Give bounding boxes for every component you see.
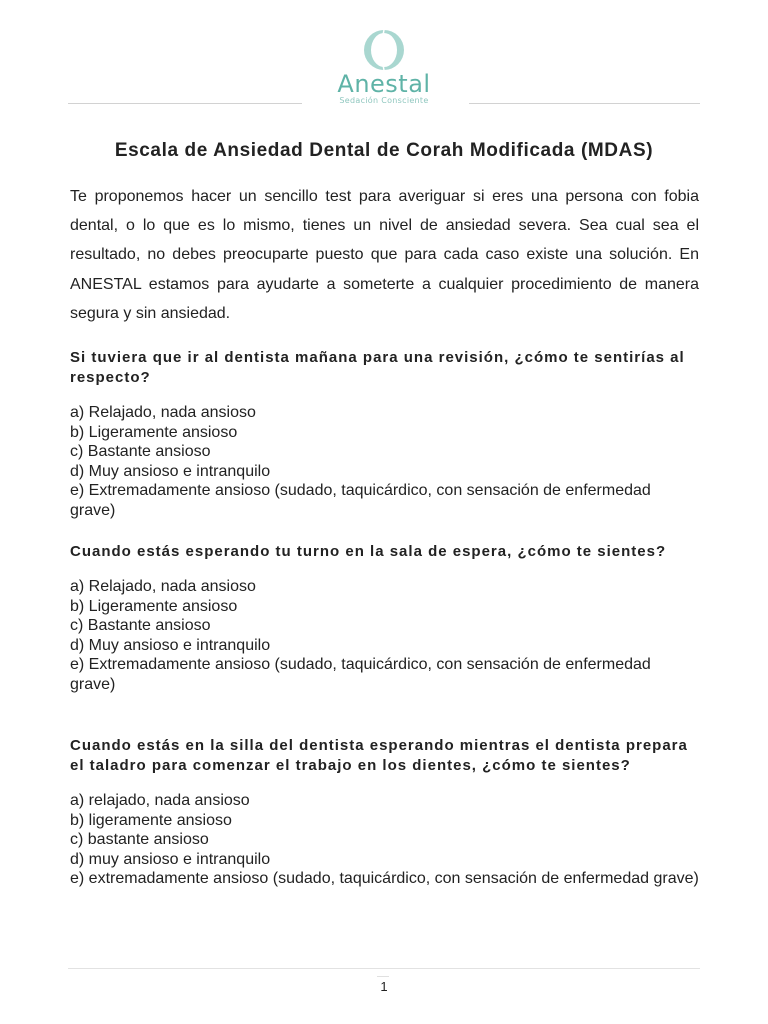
question-text: Si tuviera que ir al dentista mañana para una revisión, ¿cómo te sentirías al respecto? <box>70 349 685 386</box>
page-number-mark <box>377 976 389 977</box>
brand-name: Anestal <box>337 70 431 98</box>
answer-option: b) Ligeramente ansioso <box>70 597 238 615</box>
answer-option: c) Bastante ansioso <box>70 617 211 635</box>
header-divider-right <box>469 103 700 104</box>
answer-option: c) bastante ansioso <box>70 831 209 849</box>
question-3 <box>70 736 699 889</box>
answer-option: a) Relajado, nada ansioso <box>70 404 256 421</box>
answer-options <box>70 577 699 695</box>
question-1 <box>70 348 699 521</box>
question-text: Cuando estás esperando tu turno en la sala de espera, ¿cómo te sientes? <box>70 543 667 560</box>
answer-option: c) Bastante ansioso <box>70 443 211 461</box>
footer-divider <box>68 968 700 969</box>
answer-option: e) Extremadamente ansioso (sudado, taquicárdico, con sensación de enfermedad grave) <box>70 482 651 519</box>
page-number: 1 <box>380 979 388 994</box>
anestal-logo-icon <box>359 28 409 72</box>
brand-logo <box>334 22 434 112</box>
page-header <box>0 0 768 115</box>
question-2 <box>70 542 699 695</box>
answer-option: a) Relajado, nada ansioso <box>70 578 256 595</box>
answer-options <box>70 791 699 889</box>
answer-option: b) Ligeramente ansioso <box>70 423 238 441</box>
brand-tagline: Sedación Consciente <box>339 96 429 105</box>
intro-paragraph: Te proponemos hacer un sencillo test para averiguar si eres una persona con fobia dental, o lo que es lo mismo, tienes un nivel de ansiedad severa. Sea cual sea el resultado, no debes preocuparte puesto que para cada caso existe una solución. En ANESTAL estamos para ayudarte a someterte a cualquier procedimiento de manera segura y sin ansiedad. <box>70 188 699 322</box>
answer-option: d) Muy ansioso e intranquilo <box>70 636 271 654</box>
answer-option: e) Extremadamente ansioso (sudado, taquicárdico, con sensación de enfermedad grave) <box>70 656 651 693</box>
question-text: Cuando estás en la silla del dentista esperando mientras el dentista prepara el taladro para comenzar el trabajo en los dientes, ¿cómo te sientes? <box>70 737 688 774</box>
document-title: Escala de Ansiedad Dental de Corah Modificada (MDAS) <box>114 140 654 161</box>
answer-option: e) extremadamente ansioso (sudado, taquicárdico, con sensación de enfermedad grave) <box>70 870 699 888</box>
answer-option: a) relajado, nada ansioso <box>70 792 250 809</box>
answer-option: d) muy ansioso e intranquilo <box>70 850 271 868</box>
answer-option: d) Muy ansioso e intranquilo <box>70 462 271 480</box>
answer-options <box>70 403 699 521</box>
header-divider-left <box>68 103 302 104</box>
answer-option: b) ligeramente ansioso <box>70 811 232 829</box>
